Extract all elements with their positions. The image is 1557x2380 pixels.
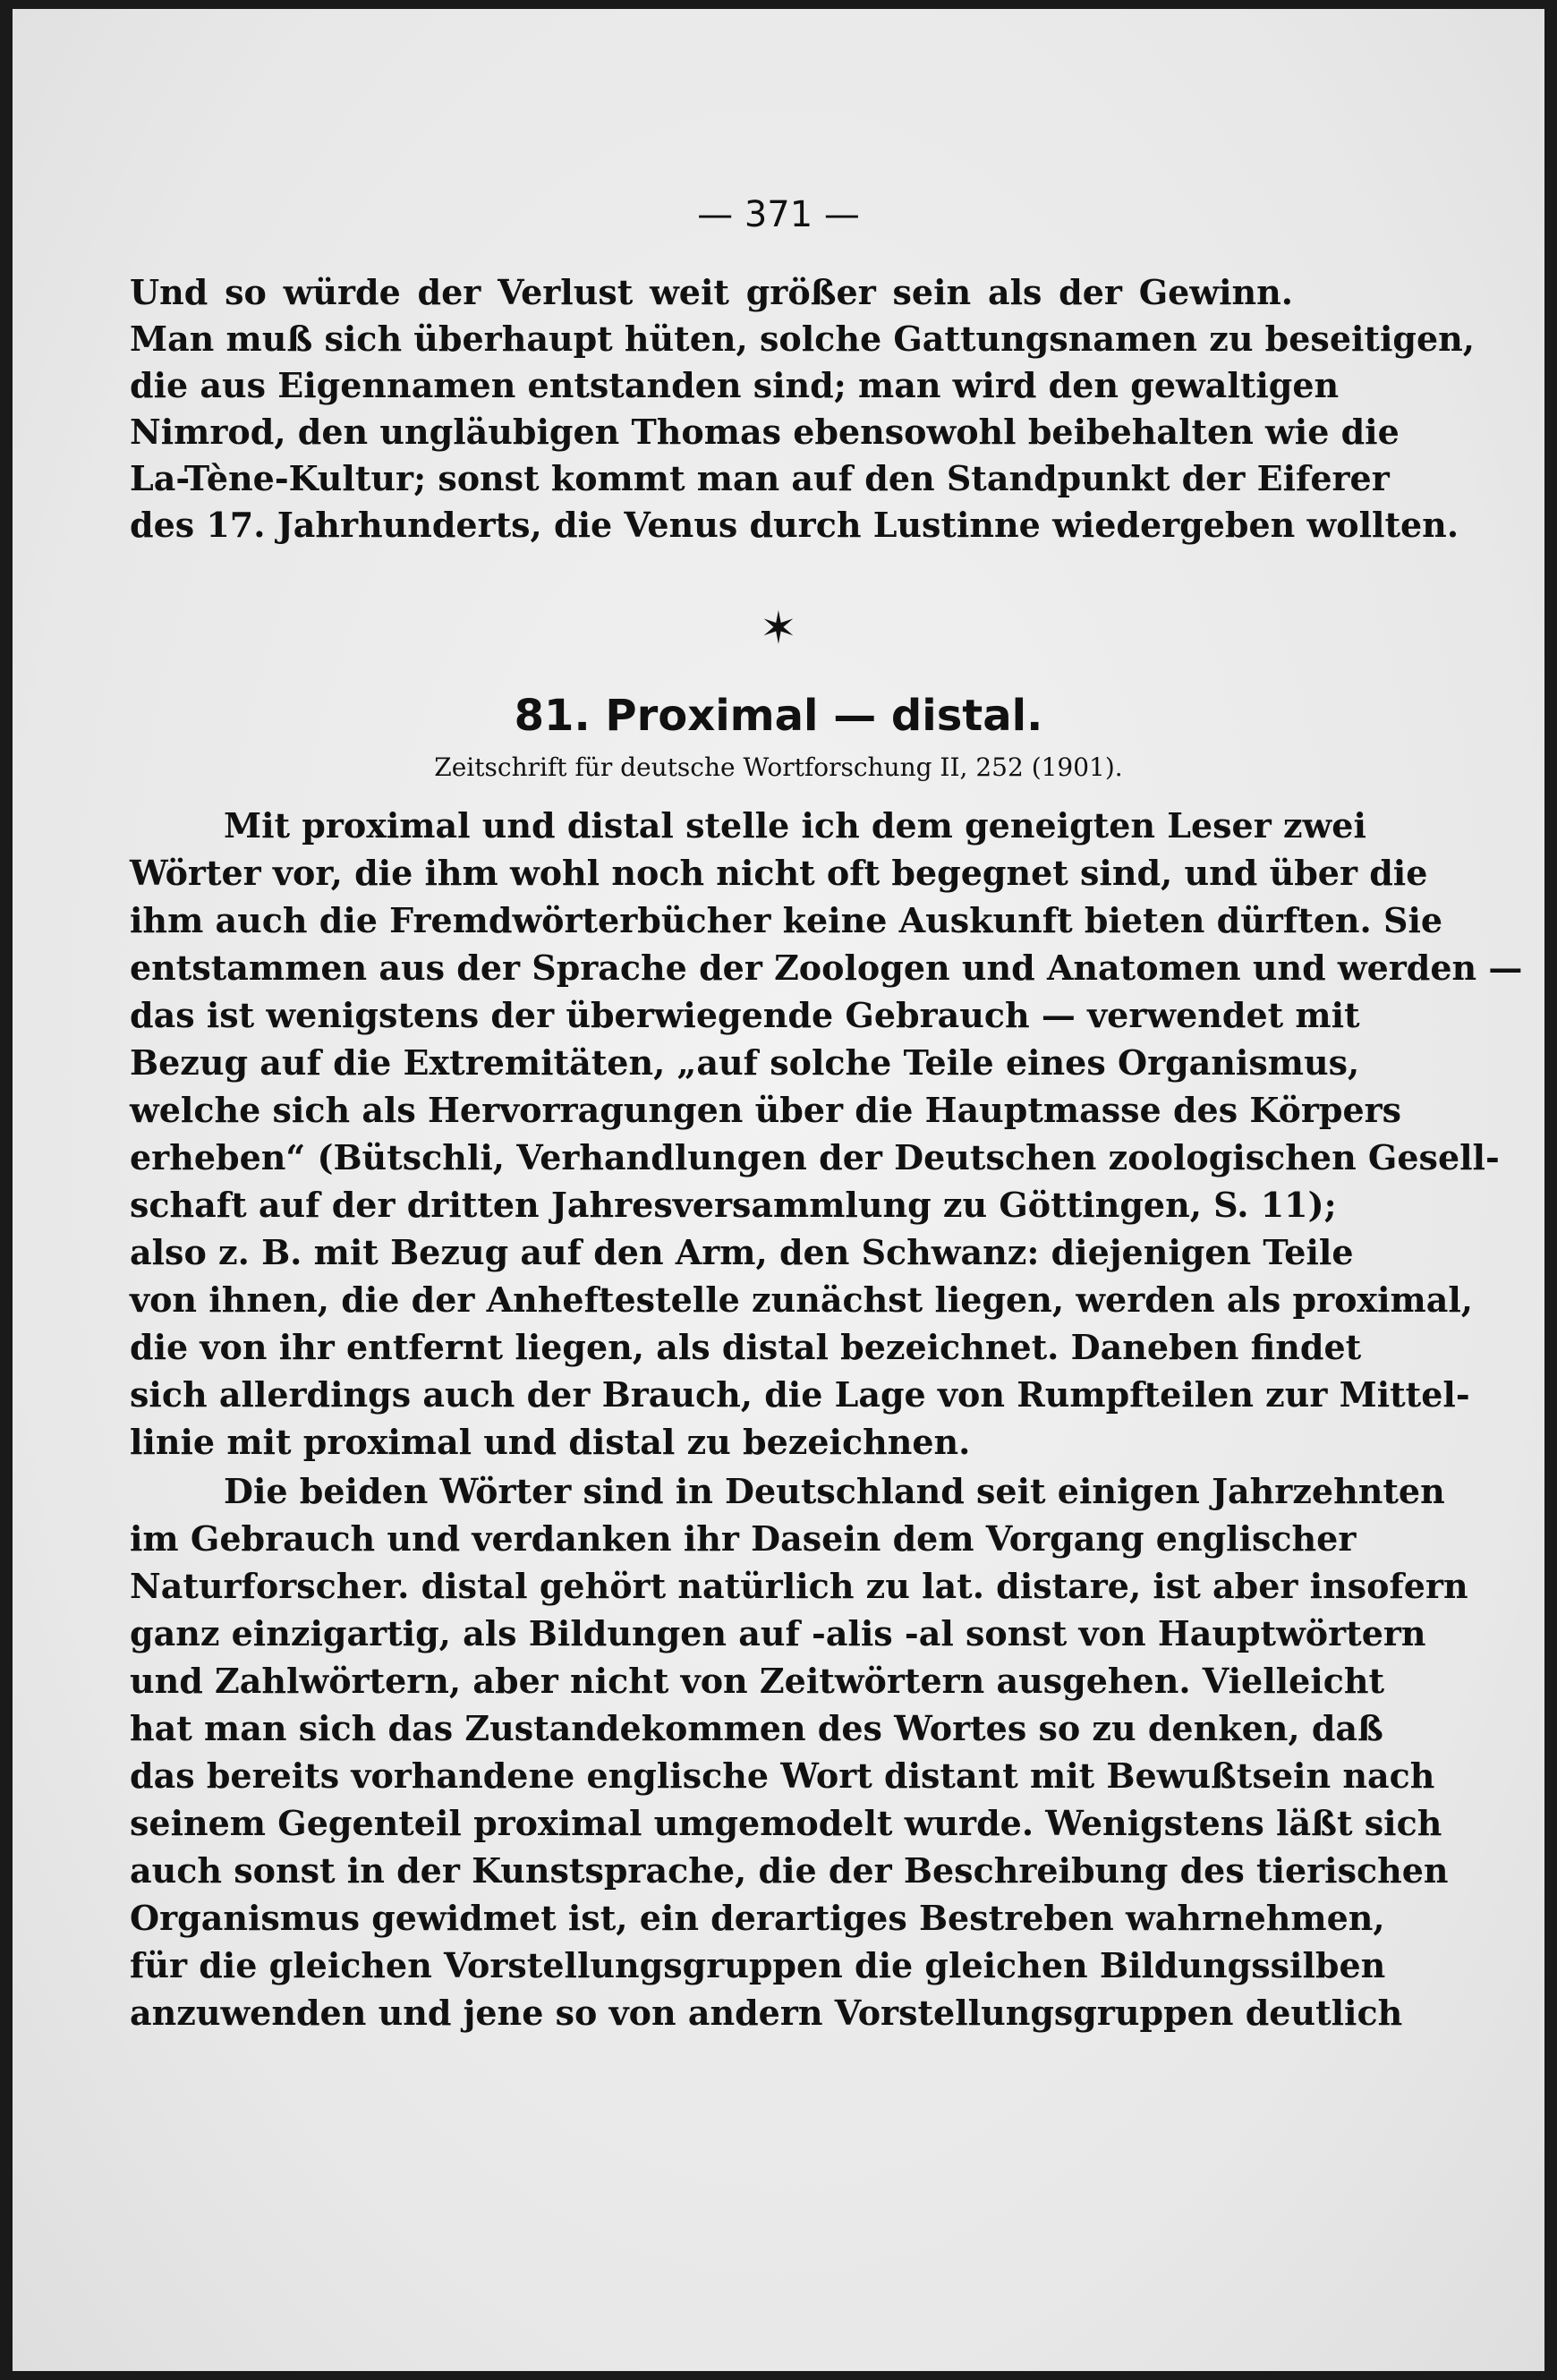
text-line: Naturforscher. distal gehört natürlich zu lat. distare, ist aber insofern xyxy=(130,1566,1468,1606)
text-line: das ist wenigstens der überwiegende Gebrauch — verwendet mit xyxy=(130,995,1360,1035)
section-heading: 81. Proximal — distal. xyxy=(514,691,1043,741)
text-line: hat man sich das Zustandekommen des Wortes so zu denken, daß xyxy=(130,1708,1383,1748)
text-line: Man muß sich überhaupt hüten, solche Gattungsnamen zu beseitigen, xyxy=(130,319,1476,359)
text-line: entstammen aus der Sprache der Zoologen und Anatomen und werden — xyxy=(130,948,1523,988)
text-line: für die gleichen Vorstellungsgruppen die gleichen Bildungssilben xyxy=(130,1945,1386,1985)
text-line: ihm auch die Fremdwörterbücher keine Auskunft bieten dürften. Sie xyxy=(130,900,1443,940)
text-line: sich allerdings auch der Brauch, die Lage von Rumpfteilen zur Mittel- xyxy=(130,1374,1470,1415)
text-line: die aus Eigennamen entstanden sind; man wird den gewaltigen xyxy=(130,365,1340,405)
text-line: Wörter vor, die ihm wohl noch nicht oft begegnet sind, und über die xyxy=(130,853,1428,893)
text-line: im Gebrauch und verdanken ihr Dasein dem Vorgang englischer xyxy=(130,1518,1357,1559)
text-line: auch sonst in der Kunstsprache, die der Beschreibung des tierischen xyxy=(130,1850,1449,1891)
text-line: Organismus gewidmet ist, ein derartiges Bestreben wahrnehmen, xyxy=(130,1898,1385,1938)
text-line: und Zahlwörtern, aber nicht von Zeitwörtern ausgehen. Vielleicht xyxy=(130,1661,1385,1701)
text-line: schaft auf der dritten Jahresversammlung zu Göttingen, S. 11); xyxy=(130,1185,1337,1225)
text-line: anzuwenden und jene so von andern Vorstellungsgruppen deutlich xyxy=(130,1993,1403,2033)
text-line: Die beiden Wörter sind in Deutschland seit einigen Jahrzehnten xyxy=(224,1471,1445,1511)
text-line: linie mit proximal und distal zu bezeichnen. xyxy=(130,1422,971,1462)
text-line: das bereits vorhandene englische Wort distant mit Bewußtsein nach xyxy=(130,1755,1435,1796)
page-number: — 371 — xyxy=(697,194,860,235)
text-line: die von ihr entfernt liegen, als distal bezeichnet. Daneben findet xyxy=(130,1327,1362,1367)
text-line: La-Tène-Kultur; sonst kommt man auf den Standpunkt der Eiferer xyxy=(130,458,1390,498)
text-line: des 17. Jahrhunderts, die Venus durch Lustinne wiedergeben wollten. xyxy=(130,505,1459,545)
text-line: welche sich als Hervorragungen über die Hauptmasse des Körpers xyxy=(130,1090,1402,1130)
text-line: von ihnen, die der Anheftestelle zunächst liegen, werden als proximal, xyxy=(130,1279,1474,1320)
text-line: Bezug auf die Extremitäten, „auf solche Teile eines Organismus, xyxy=(130,1042,1360,1083)
star-ornament: ✶ xyxy=(760,602,797,654)
source-citation: Zeitschrift für deutsche Wortforschung II, 252 (1901). xyxy=(434,752,1123,782)
text-line: Nimrod, den ungläubigen Thomas ebensowohl beibehalten wie die xyxy=(130,412,1400,452)
text-line: seinem Gegenteil proximal umgemodelt wurde. Wenigstens läßt sich xyxy=(130,1803,1442,1843)
text-line: erheben“ (Bütschli, Verhandlungen der Deutschen zoologischen Gesell- xyxy=(130,1137,1500,1177)
text-line: also z. B. mit Bezug auf den Arm, den Schwanz: diejenigen Teile xyxy=(130,1232,1354,1272)
text-line: Und so würde der Verlust weit größer sein als der Gewinn. xyxy=(130,272,1293,312)
text-line: Mit proximal und distal stelle ich dem geneigten Leser zwei xyxy=(224,805,1366,846)
text-line: ganz einzigartig, als Bildungen auf -alis -al sonst von Hauptwörtern xyxy=(130,1613,1426,1653)
